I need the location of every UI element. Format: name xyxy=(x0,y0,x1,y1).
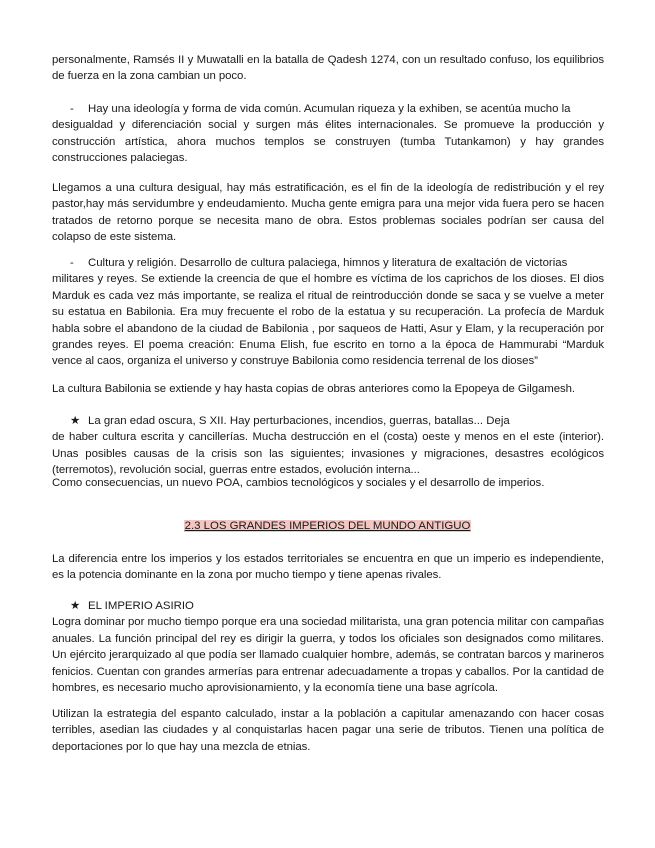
paragraph-desigual: Llegamos a una cultura desigual, hay más estratificación, es el fin de la ideología de redistribución y el rey pastor,hay más servidumbre y endeudamiento. Mucha gente emigra para una mejor vida fuera pero se hacen tratados de retorno porque se necesita mano de obra. Estos problemas sociales podrían ser causa del colapso de este sistema. xyxy=(52,182,604,244)
dash-marker: - xyxy=(70,257,74,269)
bullet-cultura xyxy=(52,255,604,271)
paragraph-imperios: La diferencia entre los imperios y los estados territoriales se encuentra en que un imperio es independiente, es la potencia dominante en la zona por mucho tiempo y tiene apenas rivales. xyxy=(52,553,604,582)
paragraph-cultura: militares y reyes. Se extiende la creencia de que el hombre es víctima de los caprichos de los dioses. El dios Marduk es cada vez más importante, se realiza el ritual de reintroducción donde se saca y se vuelve a meter su estatua en Babilonia. Era muy frecuente el robo de la estatua y su recuperación. La profecía de Marduk habla sobre el abandono de la ciudad de Babilonia , por saqueos de Hatti, Asur y Elam, y la recuperación por grandes reyes. El poema creación: Enuma Elish, fue escrito en torno a la época de Hammurabi “Marduk vence al caos, organiza el universo y construye Babilonia como residencia terrenal de los dioses” xyxy=(52,273,604,368)
star-icon: ★ xyxy=(70,415,81,427)
bullet-imperio-asirio xyxy=(52,598,604,614)
section-heading-text: 2.3 LOS GRANDES IMPERIOS DEL MUNDO ANTIGUO xyxy=(184,520,471,532)
paragraph-espanto: Utilizan la estrategia del espanto calculado, instar a la población a capitular amenazando con hacer cosas terribles, asedian las ciudades y al conquistarlas hacen pagar una serie de tributos. Tienen una política de deportaciones por lo que hay una mezcla de etnias. xyxy=(52,708,604,753)
paragraph-imperio-asirio: Logra dominar por mucho tiempo porque era una sociedad militarista, una gran potencia militar con campañas anuales. La función principal del rey es dirigir la guerra, y todos los oficiales son designados como militares. Un ejército jerarquizado al que podía ser llamado cualquier hombre, además, se contratan barcos y marineros fenicios. Cuentan con grandes armerías para entrenar adecuadamente a tropas y caballos. Por la cantidad de hombres, es necesario mucho aprovisionamiento, y la economía tiene una base agrícola. xyxy=(52,616,604,695)
paragraph-edad-oscura: de haber cultura escrita y cancillerías. Mucha destrucción en el (costa) oeste y menos en el este (interior). Unas posibles causas de la crisis son las siguientes; invasiones y migraciones, desastres ecológicos (terremotos), revolución social, guerras entre estados, evolución interna... xyxy=(52,431,604,477)
bullet-imperio-asirio-title: EL IMPERIO ASIRIO xyxy=(88,600,194,612)
bullet-cultura-first-line: Cultura y religión. Desarrollo de cultura palaciega, himnos y literatura de exaltación de victorias xyxy=(88,257,568,269)
dash-marker: - xyxy=(70,103,74,115)
section-heading xyxy=(0,518,655,534)
bullet-edad-oscura-first-line: La gran edad oscura, S XII. Hay perturbaciones, incendios, guerras, batallas... Deja xyxy=(88,415,510,427)
bullet-ideologia-first-line: Hay una ideología y forma de vida común. Acumulan riqueza y la exhiben, se acentúa mucho la xyxy=(88,103,571,115)
paragraph-intro: personalmente, Ramsés II y Muwatalli en la batalla de Qadesh 1274, con un resultado confuso, los equilibrios de fuerza en la zona cambian un poco. xyxy=(52,54,604,83)
paragraph-consecuencias: Como consecuencias, un nuevo POA, cambios tecnológicos y sociales y el desarrollo de imperios. xyxy=(52,477,545,489)
paragraph-gilgamesh: La cultura Babilonia se extiende y hay hasta copias de obras anteriores como la Epopeya de Gilgamesh. xyxy=(52,383,576,395)
star-icon: ★ xyxy=(70,600,81,612)
bullet-edad-oscura xyxy=(52,413,604,429)
paragraph-ideologia: desigualdad y diferenciación social y surgen más élites internacionales. Se promueve la producción y construcción artística, ahora muchos templos se construyen (tumba Tutankamon) y hay grandes construcciones palaciegas. xyxy=(52,119,604,165)
bullet-ideologia xyxy=(52,101,604,117)
